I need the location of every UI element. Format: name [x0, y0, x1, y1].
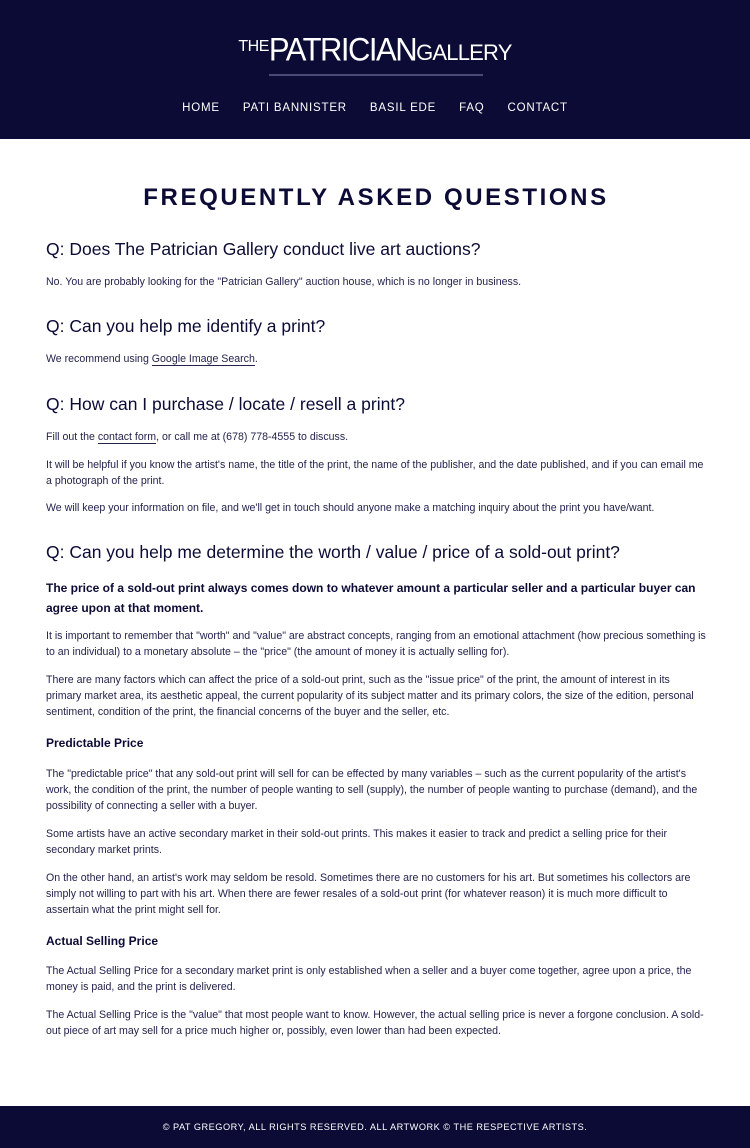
site-header: [0, 0, 750, 139]
faq-answer-purchase-3: We will keep your information on file, and we'll get in touch should anyone make a matching inquiry about the print you have/want.: [46, 502, 655, 514]
faq-answer-auctions: No. You are probably looking for the "Patrician Gallery" auction house, which is no longer in business.: [46, 276, 522, 288]
contact-form-link[interactable]: contact form: [97, 431, 157, 443]
faq-question-purchase: Q: How can I purchase / locate / resell a print?: [46, 394, 405, 414]
actual-selling-price-1: The Actual Selling Price for a secondary market print is only established when a seller and a buyer come together, agree upon a price, the money is paid, and the print is delivered.: [46, 965, 692, 993]
actual-selling-price-heading: Actual Selling Price: [46, 934, 159, 948]
copyright-text: © PAT GREGORY, ALL RIGHTS RESERVED. ALL ARTWORK © THE RESPECTIVE ARTISTS.: [162, 1122, 588, 1132]
nav-pati-bannister[interactable]: PATI BANNISTER: [242, 102, 347, 114]
faq-question-worth: Q: Can you help me determine the worth / value / price of a sold-out print?: [46, 542, 620, 562]
predictable-price-1: The "predictable price" that any sold-out print will sell for can be effected by many variables – such as the current popularity of the artist's work, the condition of the print, the number of people wanting to sell (supply), the number of people wanting to purchase (demand), and the possibility of connecting a seller with a buyer.: [46, 768, 698, 812]
nav-basil-ede[interactable]: BASIL EDE: [369, 102, 437, 114]
predictable-price-3: On the other hand, an artist's work may seldom be resold. Sometimes there are no customers for his art. But sometimes his collectors are simply not willing to part with his art. When there are fewer resales of a sold-out print (for whatever reason) it is much more difficult to assertain what the print might sell for.: [46, 872, 691, 916]
predictable-price-heading: Predictable Price: [46, 736, 144, 750]
page-title: FREQUENTLY ASKED QUESTIONS: [143, 184, 609, 211]
faq-answer-worth-2: There are many factors which can affect the price of a sold-out print, such as the "issue price" of the print, the amount of interest in its primary market area, its aesthetic appeal, the current popularity of its subject matter and its primary colors, the size of the edition, personal sentiment, condition of the print, the financial concerns of the buyer and the seller, etc.: [46, 674, 694, 718]
nav-faq[interactable]: FAQ: [459, 102, 485, 114]
faq-answer-purchase-1: [46, 429, 706, 445]
answer-text: We recommend using: [46, 353, 152, 365]
faq-answer-purchase-2: It will be helpful if you know the artist's name, the title of the print, the name of the publisher, and the date published, and if you can email me a photograph of the print.: [46, 459, 704, 487]
faq-answer-identify: [46, 351, 706, 367]
actual-selling-price-2: The Actual Selling Price is the "value" that most people want to know. However, the actual selling price is never a forgone conclusion. A sold-out piece of art may sell for a price much higher or, possibly, even lower than had been expected.: [46, 1009, 704, 1037]
faq-question-identify: Q: Can you help me identify a print?: [46, 316, 326, 336]
predictable-price-2: Some artists have an active secondary market in their sold-out prints. This makes it easier to track and predict a selling price for their secondary market prints.: [46, 828, 667, 856]
faq-question-auctions: Q: Does The Patrician Gallery conduct live art auctions?: [46, 239, 481, 259]
nav-contact[interactable]: CONTACT: [507, 102, 568, 114]
logo-underline: [269, 74, 483, 76]
site-logo[interactable]: [0, 31, 750, 68]
nav-home[interactable]: HOME: [182, 102, 220, 114]
answer-text: Fill out the: [46, 431, 98, 443]
logo-the: THE: [238, 38, 269, 55]
main-nav: [0, 102, 750, 114]
faq-answer-worth-lead: The price of a sold-out print always comes down to whatever amount a particular seller and a particular buyer can agree upon at that moment.: [46, 581, 696, 615]
site-footer: [0, 1106, 750, 1148]
answer-text: , or call me at (678) 778-4555 to discuss.: [156, 431, 349, 443]
logo-gallery: GALLERY: [416, 40, 512, 65]
faq-answer-worth-1: It is important to remember that "worth" and "value" are abstract concepts, ranging from an emotional attachment (how precious something is to an individual) to a monetary absolute – the "price" (the amount of money it is actually selling for).: [46, 630, 706, 658]
answer-text: .: [254, 353, 258, 365]
logo-patrician: PATRICIAN: [268, 31, 417, 68]
google-image-search-link[interactable]: Google Image Search: [151, 353, 255, 365]
